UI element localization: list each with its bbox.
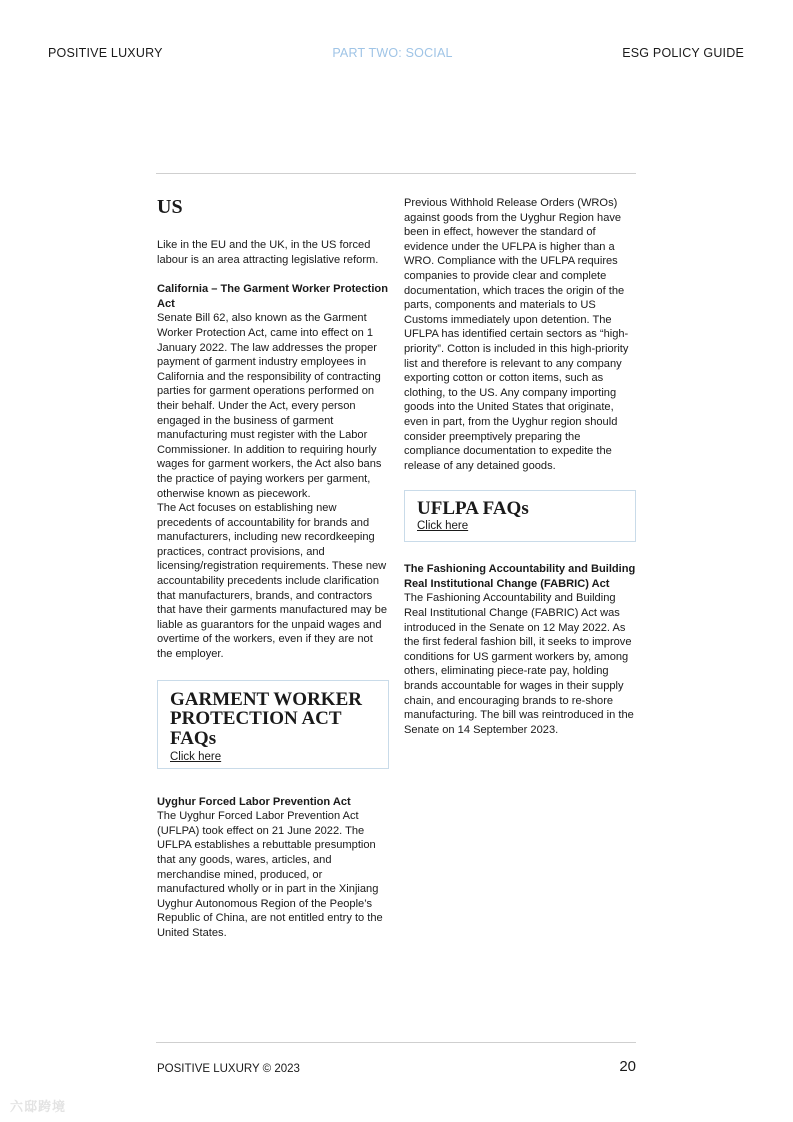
header-section: PART TWO: SOCIAL (332, 46, 453, 60)
right-column (404, 196, 636, 737)
intro-paragraph: Like in the EU and the UK, in the US forced labour is an area attracting legislative reform. (157, 239, 379, 266)
garment-faq-title: GARMENT WORKER PROTECTION ACT FAQs (170, 688, 362, 749)
watermark: 六邸跨境 (10, 1099, 67, 1114)
uflpa-faq-title: UFLPA FAQs (417, 498, 529, 520)
top-divider (156, 173, 636, 174)
california-act-body-2: The Act focuses on establishing new precedents of accountability for brands and manufacturers, including new recordkeeping practices, contract provisions, and licensing/registration requirements. These new accountability precedents include clarification that manufacturers, brands, and contractors that have their garments manufactured may be liable as guarantors for the unpaid wages and overtime of the workers, even if they are not the employer. (157, 502, 388, 661)
header-guide-title: ESG POLICY GUIDE (622, 46, 744, 60)
wro-paragraph: Previous Withhold Release Orders (WROs) against goods from the Uyghur Region have been in effect, however the standard of evidence under the UFLPA is higher than a WRO. Compliance with the UFLPA requires companies to provide clear and complete documentation, which traces the origin of the parts, components and materials to US Customs immediately upon detention. The UFLPA has identified certain sectors as “high-priority”. Cotton is included in this high-priority list and therefore is relevant to any company exporting cotton or cotton items, such as clothing, to the US. Any company importing goods into the United States that originate, even in part, from the Uyghur region should consider preemptively preparing the compliance documentation to expedite the release of any detained goods. (404, 197, 629, 472)
left-column (157, 196, 389, 941)
fabric-act-body: The Fashioning Accountability and Building Real Institutional Change (FABRIC) Act was introduced in the Senate on 12 May 2022. As the first federal fashion bill, it seeks to improve conditions for US garment workers by, among others, eliminating piece-rate pay, holding brands accountable for wages in their supply chain, and encouraging brands to re-shore manufacturing. The bill was reintroduced in the Senate on 14 September 2023. (404, 592, 634, 736)
uflpa-body: The Uyghur Forced Labor Prevention Act (UFLPA) took effect on 21 June 2022. The UFLPA establishes a rebuttable presumption that any goods, wares, articles, and merchandise mined, produced, or manufactured wholly or in part in the Xinjiang Uyghur Autonomous Region of the People’s Republic of China, are not entitled entry to the United States. (157, 810, 383, 939)
footer-copyright: POSITIVE LUXURY © 2023 (157, 1063, 300, 1075)
california-act-body-1: Senate Bill 62, also known as the Garment Worker Protection Act, came into effect on 1 January 2022. The law addresses the proper payment of garment industry employees in California and the responsibility of contracting parties for garment operations performed on their behalf. Under the Act, every person engaged in the business of garment manufacturing must register with the Labor Commissioner. In addition to requiring hourly wages for garment workers, the Act also bans the practice of paying workers per garment, otherwise known as piecework. (157, 312, 382, 500)
garment-faq-link[interactable]: Click here (170, 751, 222, 764)
uflpa-title: Uyghur Forced Labor Prevention Act (157, 795, 351, 808)
header-brand: POSITIVE LUXURY (48, 46, 163, 60)
uflpa-faq-box (404, 490, 636, 542)
california-act-title: California – The Garment Worker Protection Act (157, 283, 388, 310)
page-number: 20 (619, 1058, 636, 1075)
garment-faq-box (157, 680, 389, 769)
uflpa-faq-link[interactable]: Click here (417, 519, 469, 532)
bottom-divider (156, 1042, 636, 1043)
fabric-act-title: The Fashioning Accountability and Building Real Institutional Change (FABRIC) Act (404, 563, 636, 590)
page-heading: US (157, 196, 183, 218)
